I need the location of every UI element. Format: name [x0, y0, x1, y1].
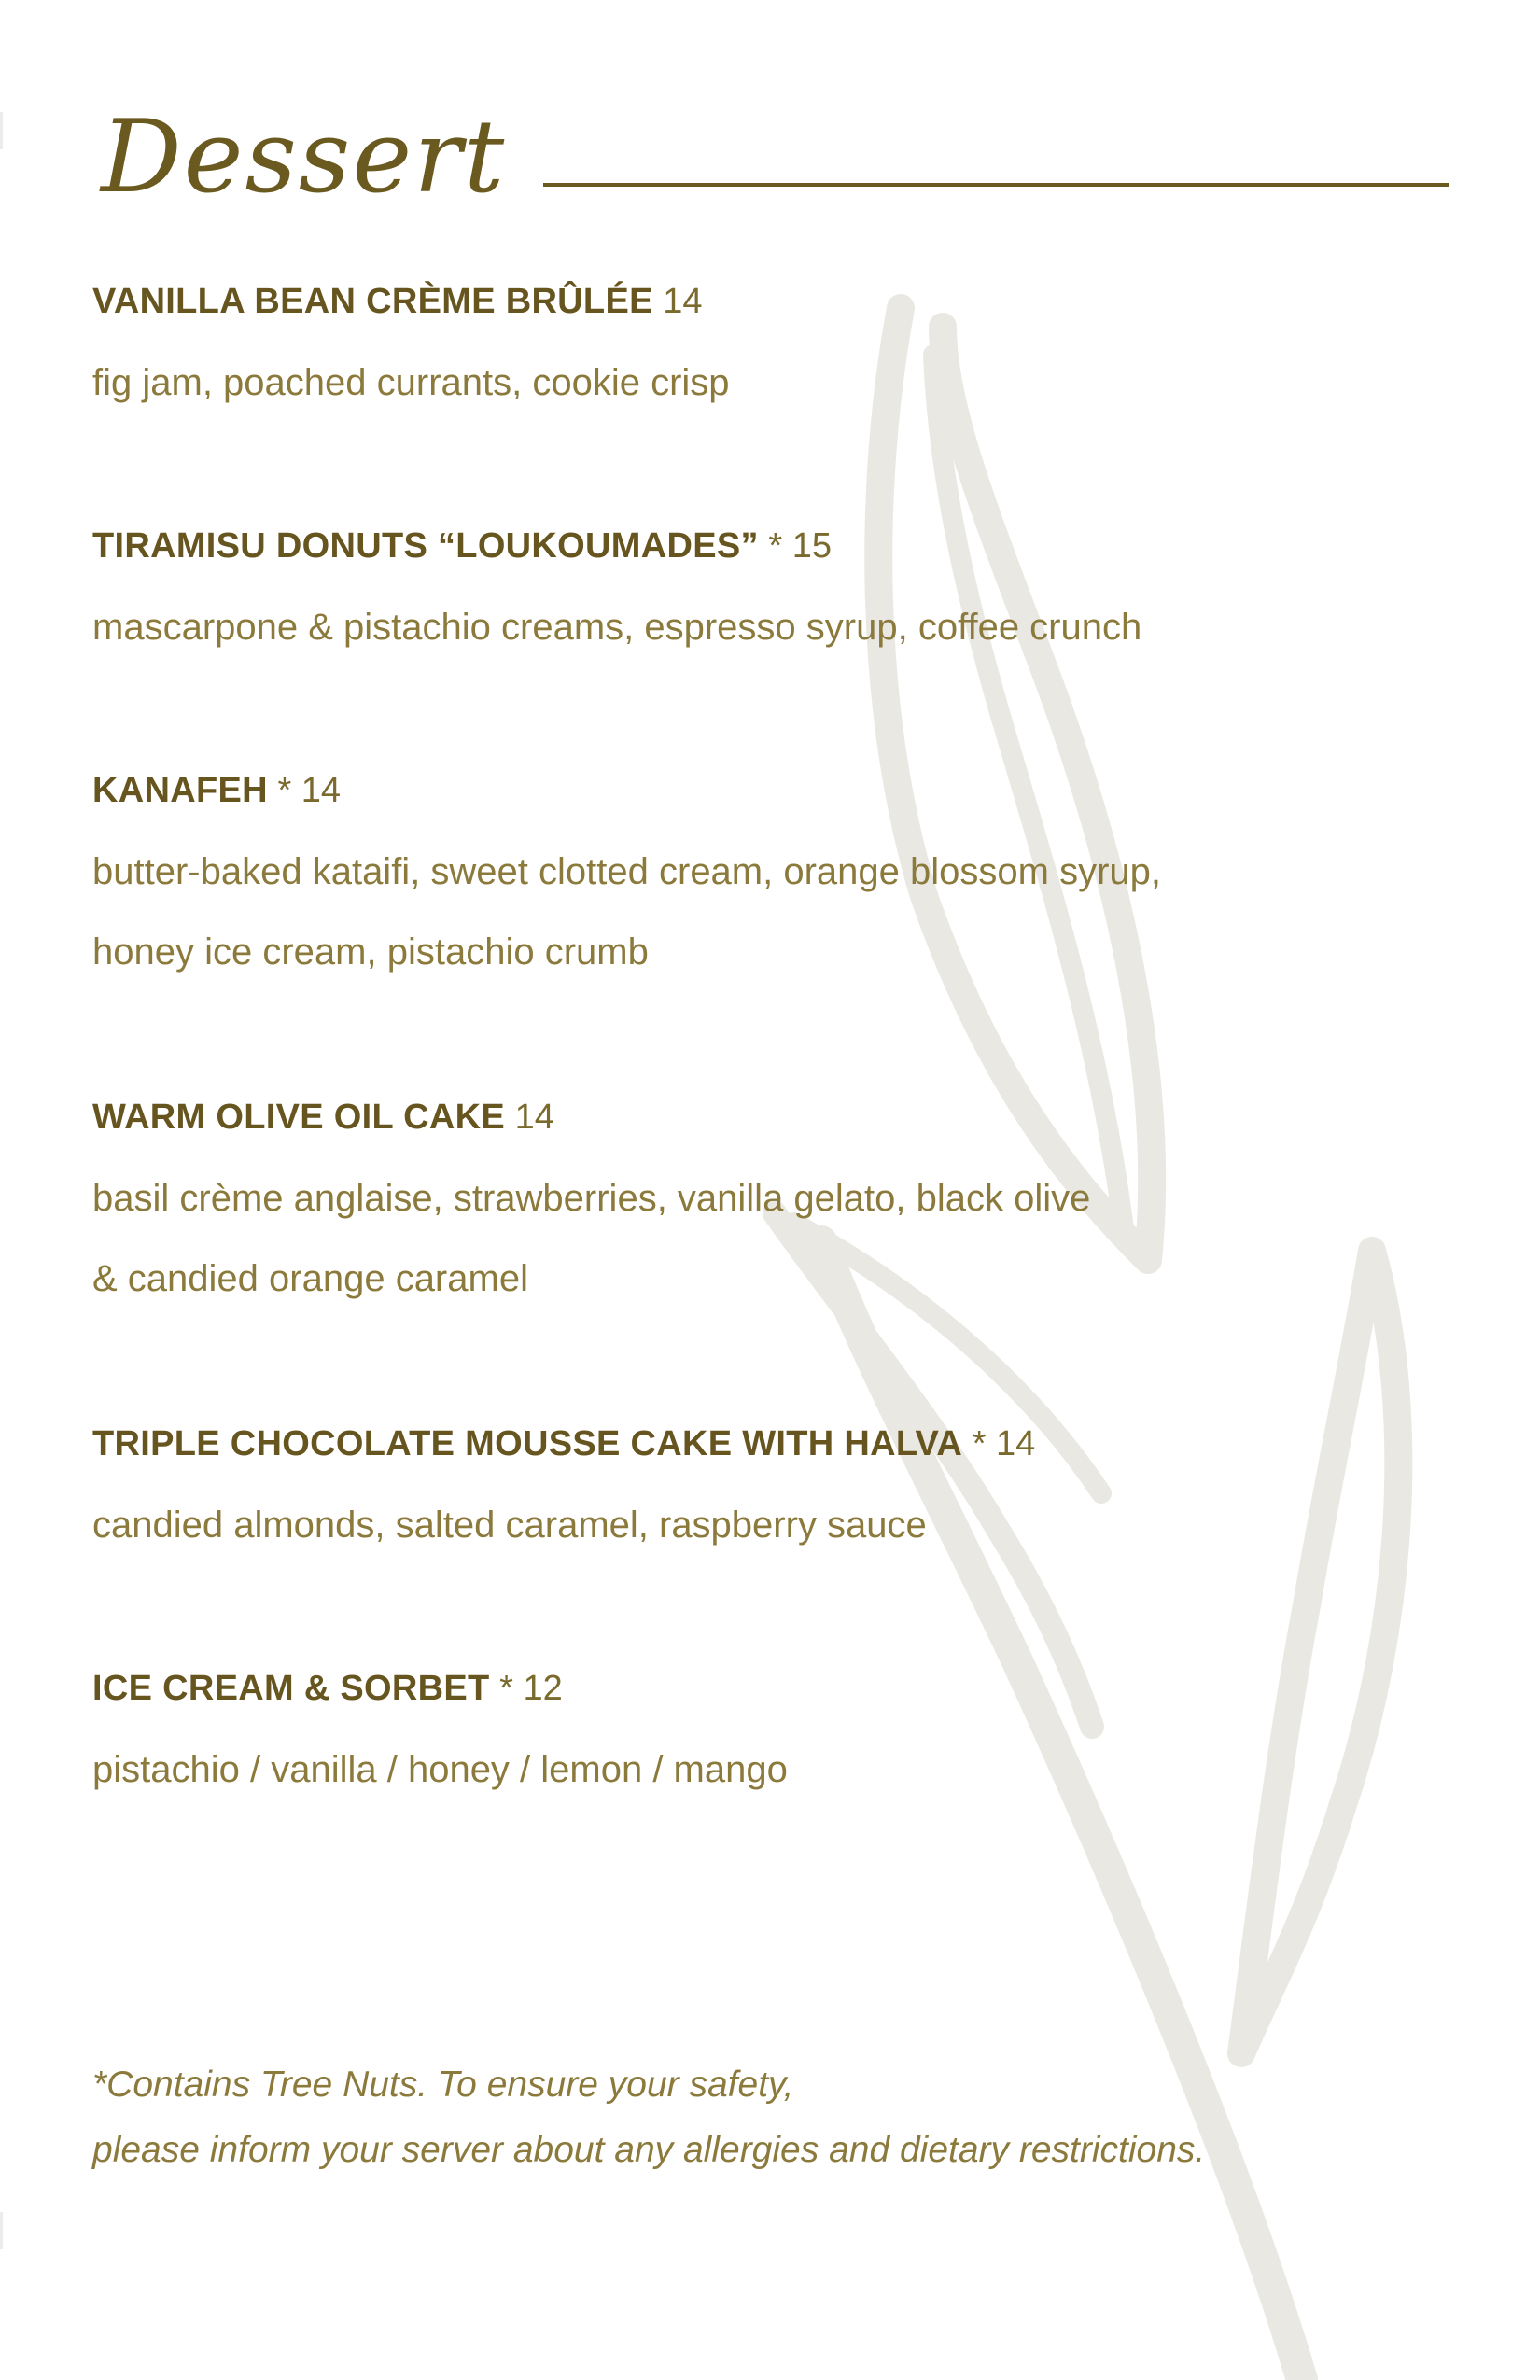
menu-item-name: VANILLA BEAN CRÈME BRÛLÉE [92, 282, 653, 321]
menu-heading [95, 97, 1449, 218]
menu-item-description: pistachio / vanilla / honey / lemon / mango [92, 1749, 788, 1790]
menu-item [92, 1665, 1334, 1793]
menu-item-name: TIRAMISU DONUTS “LOUKOUMADES” [92, 526, 759, 566]
title-rule [543, 183, 1449, 187]
menu-item-header [92, 1665, 1334, 1712]
menu-item-header [92, 523, 1334, 569]
menu-item-price: 12 [523, 1669, 563, 1708]
menu-item [92, 767, 1334, 975]
menu-item [92, 523, 1334, 651]
footnote-line: please inform your server about any allergies and dietary restrictions. [92, 2130, 1206, 2170]
menu-item-header [92, 1094, 1334, 1141]
tree-nut-marker: * [277, 771, 292, 810]
menu-item [92, 1094, 1334, 1302]
tree-nut-marker: * [499, 1669, 513, 1708]
menu-item-header [92, 767, 1334, 814]
tree-nut-marker: * [972, 1424, 987, 1463]
menu-item-header [92, 1421, 1334, 1467]
menu-item-description: mascarpone & pistachio creams, espresso syrup, coffee crunch [92, 607, 1142, 648]
menu-item-name: TRIPLE CHOCOLATE MOUSSE CAKE WITH HALVA [92, 1424, 963, 1463]
menu-item-price: 14 [663, 282, 703, 321]
allergy-footnote [92, 2062, 1399, 2174]
menu-item-price: 14 [301, 771, 342, 810]
page-title: Dessert [101, 99, 507, 216]
menu-item [92, 1421, 1334, 1548]
menu-item-name: ICE CREAM & SORBET [92, 1669, 490, 1708]
menu-item-name: WARM OLIVE OIL CAKE [92, 1098, 506, 1137]
menu-item [92, 278, 1334, 406]
menu-item-price: 14 [514, 1098, 554, 1137]
menu-item-price: 14 [996, 1424, 1036, 1463]
menu-item-description: butter-baked kataifi, sweet clotted cream, orange blossom syrup, [92, 851, 1161, 892]
menu-item-header [92, 278, 1334, 325]
menu-item-description: candied almonds, salted caramel, raspberry sauce [92, 1505, 927, 1546]
menu-item-description: & candied orange caramel [92, 1258, 528, 1299]
menu-item-name: KANAFEH [92, 771, 268, 810]
menu-item-description: honey ice cream, pistachio crumb [92, 931, 649, 973]
menu-item-description: basil crème anglaise, strawberries, vanilla gelato, black olive [92, 1178, 1091, 1219]
tree-nut-marker: * [768, 526, 783, 566]
footnote-line: *Contains Tree Nuts. To ensure your safety, [92, 2065, 794, 2105]
menu-item-description: fig jam, poached currants, cookie crisp [92, 362, 730, 403]
menu-item-price: 15 [791, 526, 832, 566]
